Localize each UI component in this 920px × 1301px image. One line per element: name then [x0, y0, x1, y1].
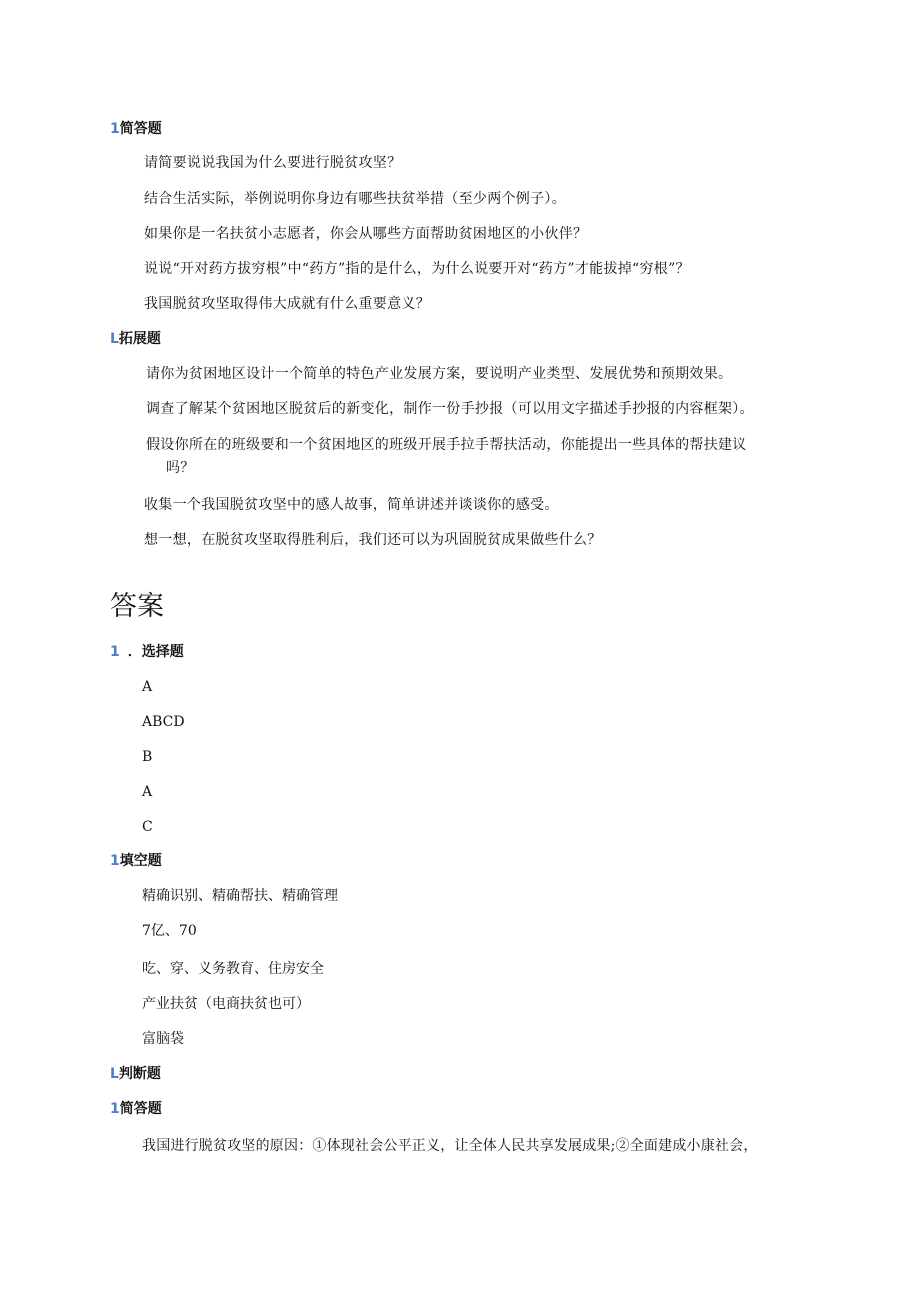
answer-item: ABCD [142, 714, 185, 730]
section-number: L [110, 1066, 119, 1082]
answers-heading-fill [110, 852, 162, 870]
answer-item: B [142, 749, 153, 765]
section-title: ．选择题 [127, 644, 184, 660]
section-title: 判断题 [118, 1066, 161, 1082]
answer-item: 吃、穿、义务教育、住房安全 [142, 961, 324, 977]
section-heading-short-answer [110, 120, 162, 138]
answers-title: 答案 [110, 591, 164, 622]
section-title: 简答题 [119, 121, 162, 137]
section-number: L [110, 331, 119, 347]
question-item: 说说“开对药方拔穷根”中“药方”指的是什么，为什么说要开对“药方”才能拔掉“穷根”？ [144, 261, 690, 277]
answers-heading-judge [110, 1065, 161, 1083]
question-item: 请你为贫困地区设计一个简单的特色产业发展方案，要说明产业类型、发展优势和预期效果。 [146, 366, 733, 382]
question-item: 请简要说说我国为什么要进行脱贫攻坚？ [144, 155, 402, 171]
section-title: 拓展题 [118, 331, 161, 347]
section-number: 1 [110, 1101, 120, 1117]
section-title: 简答题 [119, 1101, 162, 1117]
answer-item: C [142, 819, 153, 835]
answer-item: A [142, 784, 153, 800]
answer-item: 7亿、70 [142, 923, 197, 939]
question-item: 收集一个我国脱贫攻坚中的感人故事，简单讲述并谈谈你的感受。 [144, 497, 559, 513]
answer-item: A [142, 679, 153, 695]
answers-heading-short [110, 1100, 162, 1118]
section-heading-extension [110, 330, 161, 348]
answer-item: 精确识别、精确帮扶、精确管理 [142, 888, 338, 904]
question-item-continuation: 吗？ [166, 460, 195, 476]
question-item: 想一想，在脱贫攻坚取得胜利后，我们还可以为巩固脱贫成果做些什么？ [144, 532, 602, 548]
answer-item: 富脑袋 [142, 1031, 184, 1047]
answer-item: 我国进行脱贫攻坚的原因：①体现社会公平正义，让全体人民共享发展成果;②全面建成小康社会， [142, 1138, 758, 1154]
answer-item: 产业扶贫（电商扶贫也可） [142, 996, 310, 1012]
question-item: 我国脱贫攻坚取得伟大成就有什么重要意义？ [144, 296, 430, 312]
section-number: 1 [110, 121, 120, 137]
question-item: 结合生活实际，举例说明你身边有哪些扶贫举措（至少两个例子）。 [144, 191, 566, 207]
section-title: 填空题 [119, 853, 162, 869]
question-item: 假设你所在的班级要和一个贫困地区的班级开展手拉手帮扶活动，你能提出一些具体的帮扶建议 [146, 437, 747, 453]
section-number: 1 [110, 853, 120, 869]
answers-heading-choice [110, 643, 184, 661]
question-item: 调查了解某个贫困地区脱贫后的新变化，制作一份手抄报（可以用文字描述手抄报的内容框架）。 [146, 401, 754, 417]
question-item: 如果你是一名扶贫小志愿者，你会从哪些方面帮助贫困地区的小伙伴？ [144, 226, 588, 242]
section-number: 1 [110, 644, 120, 660]
